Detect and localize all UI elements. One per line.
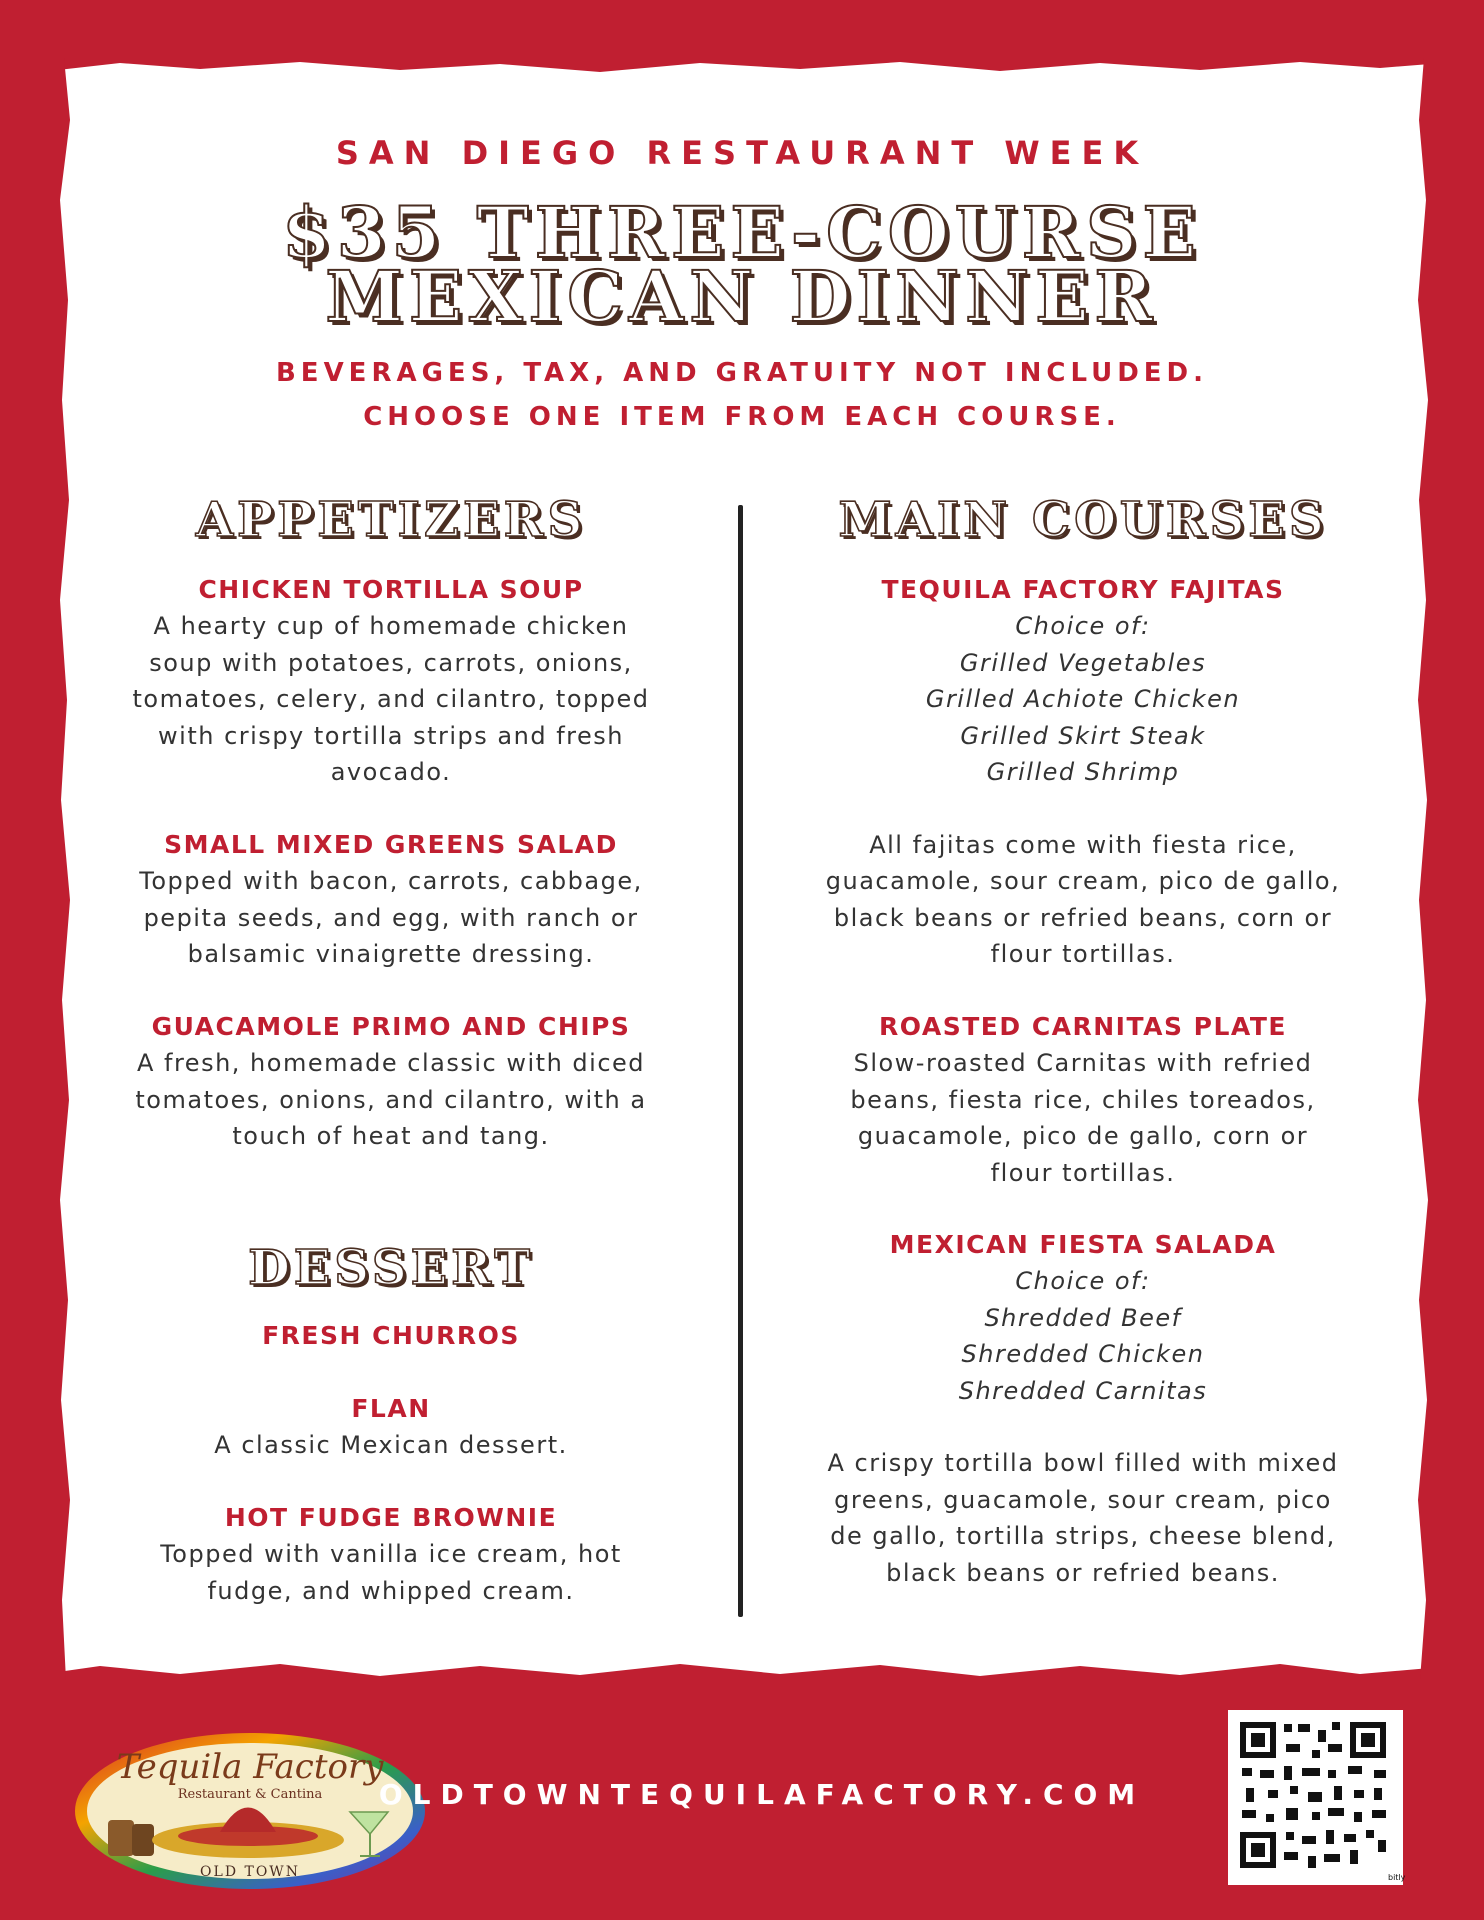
main-choice-line: Shredded Beef (984, 1303, 1182, 1332)
main-item (800, 1227, 1366, 1591)
notice-line-1: BEVERAGES, TAX, AND GRATUITY NOT INCLUDED. (275, 358, 1208, 388)
main-desc-line: black beans or refried beans, corn or (833, 903, 1333, 932)
qr-code-graphic (1228, 1710, 1406, 1885)
appetizer-item (100, 572, 682, 791)
appetizer-desc-line: tomatoes, onions, and cilantro, with a (135, 1085, 647, 1114)
logo-name: Tequila Factory (116, 1747, 384, 1787)
appetizer-desc-line: balsamic vinaigrette dressing. (187, 940, 595, 968)
main-desc-line: greens, guacamole, sour cream, pico (834, 1485, 1332, 1514)
page-title-line-1: $35 THREE-COURSE (282, 191, 1202, 274)
dessert-desc-line: fudge, and whipped cream. (207, 1576, 575, 1605)
main-choice-line: Grilled Achiote Chicken (925, 685, 1241, 713)
dessert-name: FRESH CHURROS (262, 1321, 520, 1350)
dessert-item (100, 1391, 682, 1464)
main-item (800, 572, 1366, 973)
notice-line-2: CHOOSE ONE ITEM FROM EACH COURSE. (363, 402, 1121, 432)
main-desc-line: All fajitas come with fiesta rice, (869, 830, 1297, 859)
main-choice-line: Shredded Carnitas (958, 1376, 1208, 1405)
main-name: MEXICAN FIESTA SALADA (889, 1230, 1277, 1259)
main-choice-line: Shredded Chicken (961, 1340, 1205, 1368)
main-desc-line: A crispy tortilla bowl filled with mixed (827, 1449, 1339, 1477)
main-choice-line: Grilled Shrimp (986, 758, 1180, 786)
main-choice-line: Grilled Skirt Steak (960, 721, 1206, 750)
appetizer-desc-line: Topped with bacon, carrots, cabbage, (139, 867, 643, 895)
main-desc-line: black beans or refried beans. (886, 1558, 1280, 1587)
appetizer-desc-line: touch of heat and tang. (232, 1122, 550, 1150)
appetizer-desc-line: tomatoes, celery, and cilantro, topped (132, 685, 650, 713)
qr-caption: bitly (1388, 1873, 1406, 1882)
page-title-line-2: MEXICAN DINNER (325, 255, 1159, 338)
main-choice-line: Choice of: (1015, 612, 1151, 640)
website-link[interactable]: OLDTOWNTEQUILAFACTORY.COM (378, 1778, 1146, 1811)
dessert-item (100, 1500, 682, 1609)
appetizer-desc-line: avocado. (330, 758, 452, 786)
tequila-factory-logo (70, 1728, 430, 1894)
event-kicker: SAN DIEGO RESTAURANT WEEK (335, 134, 1149, 172)
appetizer-desc-line: with crispy tortilla strips and fresh (158, 721, 624, 750)
appetizer-desc-line: soup with potatoes, carrots, onions, (149, 648, 633, 677)
main-item (800, 1009, 1366, 1191)
appetizers-heading: APPETIZERS (195, 492, 587, 548)
main-desc-line: Slow-roasted Carnitas with refried (853, 1049, 1313, 1077)
dessert-desc-line: A classic Mexican dessert. (214, 1431, 568, 1459)
logo-location: OLD TOWN (200, 1864, 300, 1880)
main-courses-heading: MAIN COURSES (838, 492, 1328, 548)
appetizer-name: GUACAMOLE PRIMO AND CHIPS (151, 1012, 631, 1041)
appetizer-name: CHICKEN TORTILLA SOUP (198, 575, 584, 604)
main-desc-line: flour tortillas. (990, 1158, 1176, 1187)
main-name: ROASTED CARNITAS PLATE (879, 1012, 1287, 1041)
dessert-heading: DESSERT (248, 1240, 534, 1296)
main-name: TEQUILA FACTORY FAJITAS (881, 575, 1285, 604)
appetizer-item (100, 827, 682, 973)
main-choice-line: Choice of: (1015, 1267, 1151, 1295)
logo-subtitle: Restaurant & Cantina (177, 1787, 323, 1802)
dessert-name: HOT FUDGE BROWNIE (224, 1503, 558, 1532)
appetizer-item (100, 1009, 682, 1155)
main-desc-line: de gallo, tortilla strips, cheese blend, (830, 1522, 1336, 1550)
main-desc-line: flour tortillas. (990, 940, 1176, 968)
main-desc-line: guacamole, sour cream, pico de gallo, (825, 867, 1341, 895)
qr-code[interactable] (1228, 1710, 1406, 1885)
appetizer-desc-line: pepita seeds, and egg, with ranch or (143, 903, 639, 932)
dessert-name: FLAN (351, 1394, 431, 1423)
column-divider (738, 505, 743, 1617)
appetizer-desc-line: A fresh, homemade classic with diced (136, 1049, 646, 1077)
appetizer-name: SMALL MIXED GREENS SALAD (164, 830, 618, 859)
main-choice-line: Grilled Vegetables (959, 648, 1207, 677)
dessert-desc-line: Topped with vanilla ice cream, hot (160, 1540, 622, 1568)
main-desc-line: guacamole, pico de gallo, corn or (857, 1122, 1309, 1150)
appetizer-desc-line: A hearty cup of homemade chicken (153, 612, 629, 640)
dessert-item (100, 1318, 682, 1354)
main-desc-line: beans, fiesta rice, chiles toreados, (850, 1085, 1316, 1114)
